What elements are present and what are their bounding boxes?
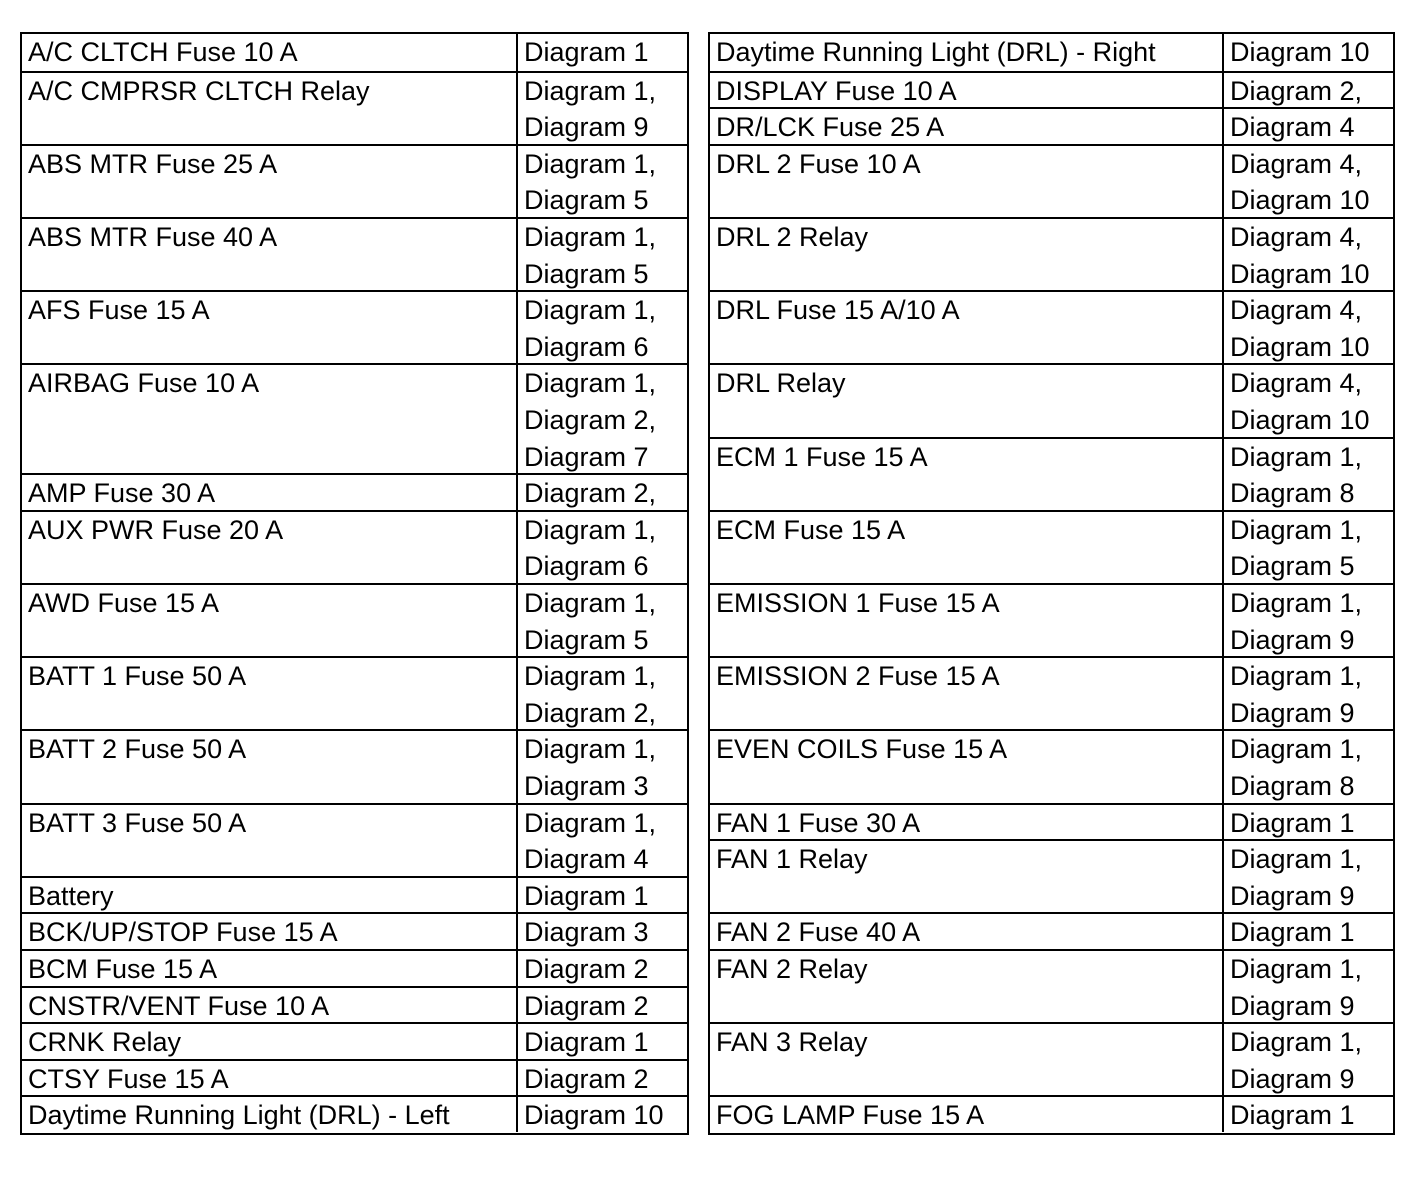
component-name xyxy=(710,731,1222,802)
diagram-refs xyxy=(516,365,687,473)
diagram-refs xyxy=(516,292,687,363)
table-row xyxy=(22,290,687,363)
component-name-text: AMP Fuse 30 A xyxy=(28,478,216,509)
component-name-text: FAN 1 Relay xyxy=(716,844,868,875)
component-name xyxy=(22,951,516,986)
component-name-text: AIRBAG Fuse 10 A xyxy=(28,368,260,399)
diagram-ref: Diagram 1, xyxy=(1230,588,1363,618)
table-row xyxy=(22,729,687,802)
diagram-ref: Diagram 1, xyxy=(524,148,657,179)
component-name-text: ECM 1 Fuse 15 A xyxy=(716,441,928,472)
component-name xyxy=(710,951,1222,1022)
component-name xyxy=(710,34,1222,71)
diagram-refs xyxy=(1222,1024,1393,1095)
diagram-ref: Diagram 9 xyxy=(1230,990,1355,1021)
diagram-ref: Diagram 4, xyxy=(1230,222,1363,252)
component-name-text: ABS MTR Fuse 40 A xyxy=(28,222,278,252)
table-row xyxy=(710,71,1393,108)
diagram-ref: Diagram 1, xyxy=(524,514,657,545)
left-fuse-table xyxy=(20,32,689,1135)
component-name-text: DISPLAY Fuse 10 A xyxy=(716,75,957,106)
table-row xyxy=(22,583,687,656)
diagram-ref: Diagram 1, xyxy=(524,734,657,765)
table-row xyxy=(710,437,1393,510)
diagram-ref: Diagram 10 xyxy=(524,1100,664,1131)
component-name xyxy=(22,365,516,473)
component-name xyxy=(710,585,1222,656)
component-name xyxy=(710,658,1222,729)
table-row xyxy=(710,107,1393,144)
table-row xyxy=(710,34,1393,71)
diagram-refs xyxy=(1222,292,1393,363)
diagram-refs xyxy=(516,73,687,144)
component-name xyxy=(22,292,516,363)
diagram-ref: Diagram 6 xyxy=(524,551,649,582)
diagram-ref: Diagram 10 xyxy=(1230,185,1370,216)
table-row xyxy=(710,729,1393,802)
component-name-text: DRL Fuse 15 A/10 A xyxy=(716,295,960,326)
diagram-ref: Diagram 2, xyxy=(524,478,657,509)
diagram-refs xyxy=(1222,841,1393,912)
table-row xyxy=(710,144,1393,217)
diagram-ref: Diagram 2 xyxy=(524,1063,649,1094)
table-row xyxy=(710,1022,1393,1095)
table-row xyxy=(22,1095,687,1132)
component-name xyxy=(22,73,516,144)
diagram-ref: Diagram 4, xyxy=(1230,295,1363,326)
component-name-text: DRL 2 Fuse 10 A xyxy=(716,148,921,179)
diagram-ref: Diagram 5 xyxy=(1230,551,1355,582)
component-name-text: DR/LCK Fuse 25 A xyxy=(716,112,945,143)
component-name-text: FAN 1 Fuse 30 A xyxy=(716,807,921,838)
diagram-ref: Diagram 1, xyxy=(1230,514,1363,545)
diagram-ref: Diagram 9 xyxy=(1230,1063,1355,1094)
table-row xyxy=(710,217,1393,290)
diagram-ref: Diagram 6 xyxy=(524,331,649,362)
diagram-refs xyxy=(1222,109,1393,144)
diagram-ref: Diagram 4, xyxy=(1230,148,1363,179)
table-row xyxy=(710,839,1393,912)
component-name xyxy=(710,73,1222,108)
diagram-ref: Diagram 2, xyxy=(524,697,657,728)
component-name-text: FAN 2 Fuse 40 A xyxy=(716,917,921,948)
diagram-ref: Diagram 1, xyxy=(1230,1027,1363,1058)
table-row xyxy=(22,876,687,913)
table-row xyxy=(22,656,687,729)
component-name xyxy=(22,475,516,510)
component-name-text: FAN 2 Relay xyxy=(716,954,868,984)
diagram-ref: Diagram 8 xyxy=(1230,770,1355,801)
component-name-text: EMISSION 1 Fuse 15 A xyxy=(716,588,1000,618)
component-name xyxy=(710,512,1222,583)
right-fuse-table xyxy=(708,32,1395,1135)
component-name-text: EMISSION 2 Fuse 15 A xyxy=(716,661,1000,692)
component-name xyxy=(22,914,516,949)
component-name xyxy=(710,805,1222,840)
component-name-text: ABS MTR Fuse 25 A xyxy=(28,148,278,179)
table-row xyxy=(710,290,1393,363)
diagram-ref: Diagram 2 xyxy=(524,954,649,984)
diagram-refs xyxy=(1222,731,1393,802)
diagram-ref: Diagram 9 xyxy=(1230,697,1355,728)
diagram-ref: Diagram 10 xyxy=(1230,258,1370,289)
table-row xyxy=(22,363,687,473)
diagram-ref: Diagram 2, xyxy=(1230,75,1363,106)
table-row xyxy=(22,949,687,986)
diagram-refs xyxy=(516,1097,687,1132)
table-row xyxy=(710,1095,1393,1132)
component-name xyxy=(22,878,516,913)
diagram-ref: Diagram 3 xyxy=(524,917,649,948)
component-name-text: DRL 2 Relay xyxy=(716,222,869,252)
component-name-text: AFS Fuse 15 A xyxy=(28,295,210,326)
diagram-ref: Diagram 4 xyxy=(524,844,649,875)
component-name-text: Battery xyxy=(28,880,114,911)
diagram-refs xyxy=(1222,914,1393,949)
diagram-ref: Diagram 10 xyxy=(1230,331,1370,362)
diagram-refs xyxy=(1222,219,1393,290)
diagram-ref: Diagram 1, xyxy=(1230,734,1363,765)
component-name xyxy=(22,34,516,71)
diagram-refs xyxy=(1222,1097,1393,1132)
component-name xyxy=(22,512,516,583)
table-row xyxy=(710,656,1393,729)
table-row xyxy=(710,583,1393,656)
table-row xyxy=(22,510,687,583)
diagram-refs xyxy=(516,914,687,949)
diagram-refs xyxy=(1222,365,1393,436)
component-name xyxy=(710,1024,1222,1095)
table-row xyxy=(710,803,1393,840)
diagram-ref: Diagram 10 xyxy=(1230,37,1370,67)
diagram-refs xyxy=(516,146,687,217)
diagram-ref: Diagram 9 xyxy=(524,112,649,143)
diagram-ref: Diagram 8 xyxy=(1230,478,1355,509)
diagram-refs xyxy=(1222,951,1393,1022)
diagram-ref: Diagram 2, xyxy=(524,404,657,435)
diagram-ref: Diagram 5 xyxy=(524,258,649,289)
diagram-refs xyxy=(516,658,687,729)
diagram-ref: Diagram 5 xyxy=(524,185,649,216)
table-row xyxy=(22,986,687,1023)
table-row xyxy=(710,510,1393,583)
component-name-text: BATT 3 Fuse 50 A xyxy=(28,807,247,838)
diagram-refs xyxy=(1222,34,1393,71)
diagram-refs xyxy=(516,512,687,583)
diagram-ref: Diagram 1, xyxy=(524,368,657,399)
component-name-text: CTSY Fuse 15 A xyxy=(28,1063,229,1094)
diagram-ref: Diagram 2 xyxy=(524,990,649,1021)
component-name-text: BCK/UP/STOP Fuse 15 A xyxy=(28,917,338,948)
diagram-refs xyxy=(1222,585,1393,656)
table-row xyxy=(710,949,1393,1022)
component-name-text: FAN 3 Relay xyxy=(716,1027,868,1058)
component-name-text: BATT 1 Fuse 50 A xyxy=(28,661,247,692)
component-name xyxy=(22,1061,516,1096)
component-name-text: CNSTR/VENT Fuse 10 A xyxy=(28,990,330,1021)
table-row xyxy=(710,912,1393,949)
diagram-ref: Diagram 9 xyxy=(1230,624,1355,655)
diagram-ref: Diagram 1, xyxy=(1230,441,1363,472)
component-name-text: BATT 2 Fuse 50 A xyxy=(28,734,247,765)
diagram-ref: Diagram 1, xyxy=(524,75,657,106)
diagram-ref: Diagram 4, xyxy=(1230,368,1363,399)
component-name xyxy=(22,1097,516,1132)
component-name xyxy=(710,365,1222,436)
component-name xyxy=(710,146,1222,217)
diagram-refs xyxy=(1222,146,1393,217)
component-name-text: CRNK Relay xyxy=(28,1027,182,1058)
component-name xyxy=(710,109,1222,144)
diagram-ref: Diagram 1 xyxy=(1230,1100,1355,1131)
component-name xyxy=(22,805,516,876)
component-name-text: Daytime Running Light (DRL) - Right xyxy=(716,37,1156,67)
diagram-ref: Diagram 1, xyxy=(1230,954,1363,984)
component-name xyxy=(22,731,516,802)
table-row xyxy=(22,1022,687,1059)
component-name-text: A/C CMPRSR CLTCH Relay xyxy=(28,75,370,106)
component-name-text: AWD Fuse 15 A xyxy=(28,588,220,618)
component-name xyxy=(22,658,516,729)
component-name-text: EVEN COILS Fuse 15 A xyxy=(716,734,1008,765)
diagram-ref: Diagram 7 xyxy=(524,441,649,472)
diagram-refs xyxy=(1222,805,1393,840)
diagram-refs xyxy=(516,878,687,913)
diagram-ref: Diagram 4 xyxy=(1230,112,1355,143)
diagram-refs xyxy=(1222,512,1393,583)
diagram-refs xyxy=(516,731,687,802)
diagram-ref: Diagram 1, xyxy=(524,295,657,326)
component-name xyxy=(22,146,516,217)
component-name xyxy=(710,219,1222,290)
diagram-refs xyxy=(516,988,687,1023)
diagram-ref: Diagram 5 xyxy=(524,624,649,655)
table-row xyxy=(22,803,687,876)
diagram-ref: Diagram 1 xyxy=(1230,917,1355,948)
diagram-refs xyxy=(1222,658,1393,729)
diagram-ref: Diagram 1, xyxy=(524,588,657,618)
table-row xyxy=(22,1059,687,1096)
diagram-refs xyxy=(1222,439,1393,510)
table-row xyxy=(22,144,687,217)
component-name-text: A/C CLTCH Fuse 10 A xyxy=(28,37,298,67)
component-name-text: FOG LAMP Fuse 15 A xyxy=(716,1100,985,1131)
table-row xyxy=(22,473,687,510)
diagram-ref: Diagram 1, xyxy=(1230,661,1363,692)
diagram-refs xyxy=(516,475,687,510)
diagram-ref: Diagram 1 xyxy=(524,880,649,911)
component-name xyxy=(22,219,516,290)
component-name-text: DRL Relay xyxy=(716,368,846,399)
component-name xyxy=(710,1097,1222,1132)
table-row xyxy=(22,912,687,949)
diagram-ref: Diagram 9 xyxy=(1230,880,1355,911)
diagram-refs xyxy=(516,34,687,71)
diagram-refs xyxy=(516,951,687,986)
diagram-refs xyxy=(516,585,687,656)
diagram-refs xyxy=(516,1024,687,1059)
component-name-text: BCM Fuse 15 A xyxy=(28,954,218,984)
diagram-ref: Diagram 10 xyxy=(1230,404,1370,435)
component-name-text: ECM Fuse 15 A xyxy=(716,514,906,545)
component-name xyxy=(710,439,1222,510)
diagram-ref: Diagram 1 xyxy=(1230,807,1355,838)
diagram-refs xyxy=(516,1061,687,1096)
table-row xyxy=(22,71,687,144)
diagram-ref: Diagram 3 xyxy=(524,770,649,801)
diagram-ref: Diagram 1, xyxy=(524,807,657,838)
component-name-text: AUX PWR Fuse 20 A xyxy=(28,514,284,545)
diagram-refs xyxy=(516,219,687,290)
component-name xyxy=(22,1024,516,1059)
component-name xyxy=(22,988,516,1023)
table-row xyxy=(710,363,1393,436)
table-row xyxy=(22,34,687,71)
diagram-ref: Diagram 1, xyxy=(1230,844,1363,875)
component-name xyxy=(710,841,1222,912)
component-name-text: Daytime Running Light (DRL) - Left xyxy=(28,1100,450,1131)
diagram-refs xyxy=(516,805,687,876)
diagram-ref: Diagram 1, xyxy=(524,222,657,252)
diagram-ref: Diagram 1, xyxy=(524,661,657,692)
component-name xyxy=(22,585,516,656)
diagram-refs xyxy=(1222,73,1393,108)
diagram-ref: Diagram 1 xyxy=(524,37,649,67)
component-name xyxy=(710,914,1222,949)
diagram-ref: Diagram 1 xyxy=(524,1027,649,1058)
table-row xyxy=(22,217,687,290)
component-name xyxy=(710,292,1222,363)
